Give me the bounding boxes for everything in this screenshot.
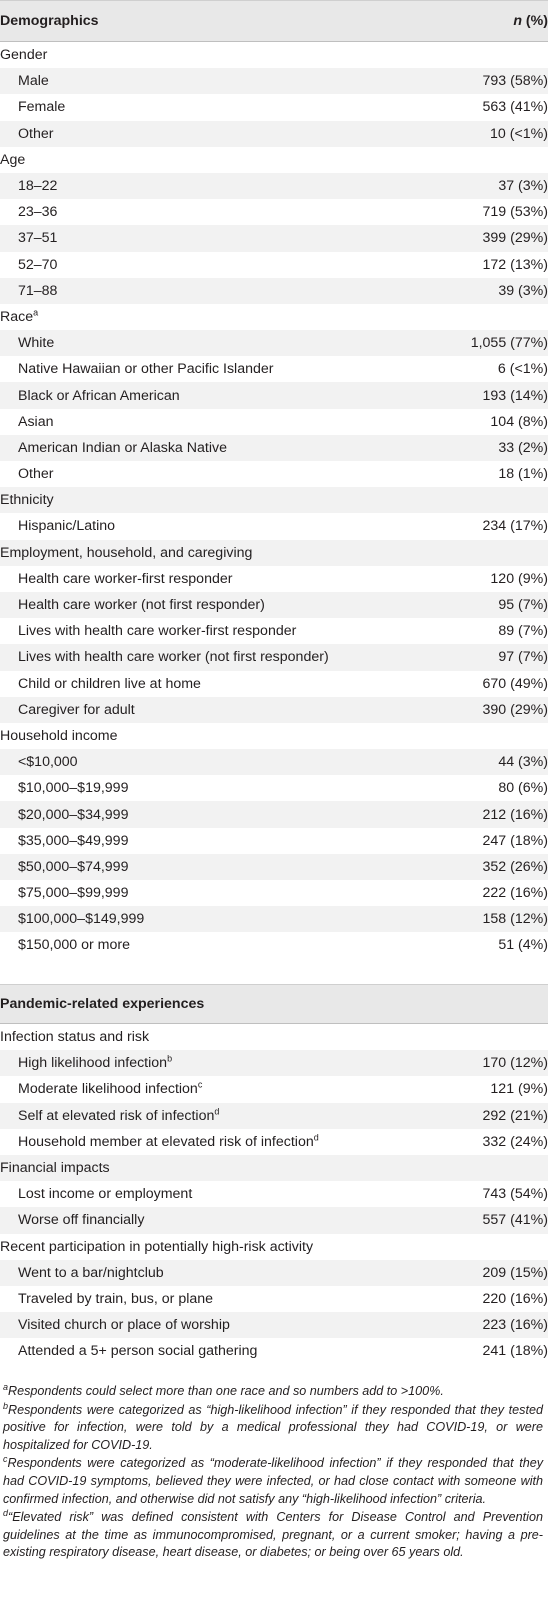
row-label bbox=[0, 356, 444, 382]
row-label-text: $75,000–$99,999 bbox=[18, 885, 129, 902]
table-row bbox=[0, 880, 548, 906]
row-label-text: $150,000 or more bbox=[18, 937, 130, 954]
row-label-text: Age bbox=[0, 151, 26, 168]
row-label bbox=[0, 697, 444, 723]
pandemic-table bbox=[0, 984, 548, 1364]
row-value bbox=[444, 540, 548, 566]
row-label-text: Health care worker-first responder bbox=[18, 570, 233, 587]
row-label-text: Self at elevated risk of infection bbox=[18, 1107, 215, 1124]
row-label bbox=[0, 1260, 455, 1286]
row-value: 172 (13%) bbox=[482, 256, 548, 273]
row-value: 18 (1%) bbox=[498, 466, 548, 483]
row-label-text: 18–22 bbox=[18, 178, 58, 195]
row-label-text: Attended a 5+ person social gathering bbox=[18, 1343, 258, 1360]
row-value: 352 (26%) bbox=[444, 854, 548, 880]
row-label bbox=[0, 461, 444, 487]
table-row bbox=[0, 409, 548, 435]
category-label bbox=[0, 1234, 455, 1260]
row-label-text: Worse off financially bbox=[18, 1212, 145, 1229]
row-label bbox=[0, 644, 444, 670]
pandemic-header-spacer bbox=[455, 985, 548, 1024]
table-row bbox=[0, 1103, 548, 1129]
row-value bbox=[444, 304, 548, 330]
row-label-text: Financial impacts bbox=[0, 1160, 110, 1177]
pandemic-body bbox=[0, 1024, 548, 1365]
table-footnotes bbox=[3, 1383, 543, 1563]
category-label bbox=[0, 1024, 455, 1051]
row-label bbox=[0, 592, 444, 618]
table-row bbox=[0, 435, 548, 461]
table-row bbox=[0, 356, 548, 382]
table-row bbox=[0, 513, 548, 539]
row-value: 193 (14%) bbox=[444, 382, 548, 408]
row-value: 33 (2%) bbox=[444, 435, 548, 461]
footnote-mark: d bbox=[3, 1507, 9, 1518]
row-value: 37 (3%) bbox=[444, 173, 548, 199]
category-label bbox=[0, 540, 444, 566]
pandemic-header-label: Pandemic-related experiences bbox=[0, 985, 455, 1024]
row-label bbox=[0, 94, 444, 120]
table-row bbox=[0, 382, 548, 408]
table-row bbox=[0, 1050, 548, 1076]
category-label bbox=[0, 487, 444, 513]
row-label-text: Asian bbox=[18, 413, 54, 430]
row-label bbox=[0, 1207, 455, 1233]
table-row bbox=[0, 1286, 548, 1312]
footnote bbox=[3, 1402, 543, 1455]
row-value: 44 (3%) bbox=[444, 749, 548, 775]
percent-header: (%) bbox=[521, 13, 548, 29]
row-value: 120 (9%) bbox=[490, 570, 548, 587]
row-value bbox=[444, 42, 548, 69]
row-value bbox=[444, 723, 548, 749]
row-value bbox=[455, 1155, 548, 1181]
row-label-text: 71–88 bbox=[18, 282, 58, 299]
row-value: 158 (12%) bbox=[444, 906, 548, 932]
row-label bbox=[0, 1103, 455, 1129]
table-row bbox=[0, 801, 548, 827]
category-row bbox=[0, 487, 548, 513]
row-label-text: Household income bbox=[0, 727, 118, 744]
category-row bbox=[0, 42, 548, 69]
row-label-text: American Indian or Alaska Native bbox=[18, 439, 227, 456]
table-row bbox=[0, 1207, 548, 1233]
table-row bbox=[0, 697, 548, 723]
row-value: 563 (41%) bbox=[482, 99, 548, 116]
row-label bbox=[0, 199, 444, 225]
row-label-text: Lives with health care worker (not first responder) bbox=[18, 649, 329, 666]
row-value: 247 (18%) bbox=[482, 832, 548, 849]
row-value: 719 (53%) bbox=[482, 204, 548, 221]
row-label bbox=[0, 1286, 455, 1312]
row-value: 80 (6%) bbox=[498, 780, 548, 797]
row-label bbox=[0, 278, 444, 304]
category-row bbox=[0, 147, 548, 173]
row-value: 743 (54%) bbox=[482, 1186, 548, 1203]
table-row bbox=[0, 618, 548, 644]
row-label-text: Gender bbox=[0, 47, 48, 64]
demographics-header-label: Demographics bbox=[0, 1, 444, 42]
row-value: 292 (21%) bbox=[455, 1103, 548, 1129]
category-label bbox=[0, 723, 444, 749]
row-label bbox=[0, 618, 444, 644]
row-label bbox=[0, 1050, 455, 1076]
category-row bbox=[0, 1234, 548, 1260]
row-label-text: Hispanic/Latino bbox=[18, 518, 116, 535]
footnote-text: Respondents were categorized as “moderate-likelihood infection” if they responded that they had COVID-19 symptoms, believed they were infected, or had close contact with someone with confirmed infection, and otherwise did not satisfy any “high-likelihood infection” criteria. bbox=[3, 1456, 543, 1506]
footnote-text: “Elevated risk” was defined consistent with Centers for Disease Control and Prevention guidelines at the time as immunocompromised, pregnant, or a current smoker; having a pre-existing respiratory disease, heart disease, or diabetes; or being over 65 years old. bbox=[3, 1510, 543, 1560]
row-value: 223 (16%) bbox=[455, 1312, 548, 1338]
footnote-marker: c bbox=[197, 1079, 203, 1090]
row-value: 39 (3%) bbox=[444, 278, 548, 304]
table-row bbox=[0, 461, 548, 487]
row-value: 241 (18%) bbox=[482, 1343, 548, 1360]
row-label-text: 52–70 bbox=[18, 256, 58, 273]
row-label bbox=[0, 1129, 455, 1155]
row-label-text: High likelihood infection bbox=[18, 1055, 168, 1072]
row-label-text: $10,000–$19,999 bbox=[18, 780, 129, 797]
row-label-text: 23–36 bbox=[18, 204, 58, 221]
row-value: 89 (7%) bbox=[498, 623, 548, 640]
table-row bbox=[0, 94, 548, 120]
row-value bbox=[444, 147, 548, 173]
table-row bbox=[0, 1338, 548, 1364]
table-row bbox=[0, 566, 548, 592]
table-row bbox=[0, 278, 548, 304]
row-label bbox=[0, 1312, 455, 1338]
category-row bbox=[0, 540, 548, 566]
row-label bbox=[0, 1076, 455, 1102]
row-value: 332 (24%) bbox=[482, 1133, 548, 1150]
table-row bbox=[0, 1076, 548, 1102]
row-value bbox=[455, 1234, 548, 1260]
table-row bbox=[0, 121, 548, 147]
row-label-text: Health care worker (not first responder) bbox=[18, 597, 265, 614]
row-value bbox=[444, 487, 548, 513]
row-label-text: Child or children live at home bbox=[18, 675, 201, 692]
row-label-text: Female bbox=[18, 99, 66, 116]
table-row bbox=[0, 1181, 548, 1207]
row-label bbox=[0, 1181, 455, 1207]
row-label-text: Visited church or place of worship bbox=[18, 1317, 230, 1334]
table-row bbox=[0, 1312, 548, 1338]
footnote-mark: c bbox=[3, 1454, 8, 1465]
row-label bbox=[0, 828, 444, 854]
footnote-mark: b bbox=[3, 1400, 9, 1411]
category-label bbox=[0, 304, 444, 330]
row-value: 399 (29%) bbox=[444, 225, 548, 251]
row-label bbox=[0, 225, 444, 251]
table-row bbox=[0, 199, 548, 225]
row-label bbox=[0, 68, 444, 94]
row-label bbox=[0, 880, 444, 906]
row-label-text: Native Hawaiian or other Pacific Islander bbox=[18, 361, 274, 378]
row-label-text: Traveled by train, bus, or plane bbox=[18, 1290, 214, 1307]
row-value: 121 (9%) bbox=[490, 1081, 548, 1098]
demographics-header-row bbox=[0, 1, 548, 42]
row-value: 390 (29%) bbox=[444, 697, 548, 723]
row-label bbox=[0, 749, 444, 775]
table-row bbox=[0, 775, 548, 801]
row-value: 793 (58%) bbox=[444, 68, 548, 94]
category-row bbox=[0, 723, 548, 749]
category-label bbox=[0, 147, 444, 173]
row-label bbox=[0, 801, 444, 827]
row-label bbox=[0, 382, 444, 408]
row-value: 212 (16%) bbox=[444, 801, 548, 827]
row-label-text: Recent participation in potentially high-risk activity bbox=[0, 1238, 314, 1255]
row-value: 222 (16%) bbox=[482, 885, 548, 902]
pandemic-header-row bbox=[0, 985, 548, 1024]
row-label-text: Lost income or employment bbox=[18, 1186, 193, 1203]
row-label-text: Ethnicity bbox=[0, 492, 54, 509]
footnote-marker: a bbox=[33, 307, 39, 318]
footnote-text: Respondents could select more than one race and so numbers add to >100%. bbox=[8, 1384, 444, 1398]
row-value: 10 (<1%) bbox=[444, 121, 548, 147]
category-row bbox=[0, 304, 548, 330]
table-row bbox=[0, 173, 548, 199]
table-row bbox=[0, 330, 548, 356]
row-label-text: Black or African American bbox=[18, 387, 180, 404]
row-value: 670 (49%) bbox=[482, 675, 548, 692]
table-row bbox=[0, 854, 548, 880]
n-header: n bbox=[513, 13, 522, 29]
row-value: 557 (41%) bbox=[455, 1207, 548, 1233]
row-label-text: <$10,000 bbox=[18, 754, 78, 771]
row-label-text: $50,000–$74,999 bbox=[18, 858, 129, 875]
row-label bbox=[0, 1338, 455, 1364]
row-label-text: $20,000–$34,999 bbox=[18, 806, 129, 823]
row-label-text: Went to a bar/nightclub bbox=[18, 1264, 164, 1281]
row-label-text: Race bbox=[0, 308, 34, 325]
row-label bbox=[0, 435, 444, 461]
row-value: 95 (7%) bbox=[444, 592, 548, 618]
row-label-text: $35,000–$49,999 bbox=[18, 832, 129, 849]
category-row bbox=[0, 1155, 548, 1181]
n-percent-header bbox=[444, 1, 548, 42]
row-label bbox=[0, 121, 444, 147]
row-value: 234 (17%) bbox=[482, 518, 548, 535]
row-value: 209 (15%) bbox=[455, 1260, 548, 1286]
row-label-text: Moderate likelihood infection bbox=[18, 1081, 198, 1098]
footnote-mark: a bbox=[3, 1381, 9, 1392]
row-value: 220 (16%) bbox=[482, 1290, 548, 1307]
row-label-text: Lives with health care worker-first responder bbox=[18, 623, 297, 640]
row-value: 1,055 (77%) bbox=[444, 330, 548, 356]
footnote bbox=[3, 1383, 543, 1401]
footnote-marker: d bbox=[214, 1105, 220, 1116]
row-label-text: 37–51 bbox=[18, 230, 58, 247]
table-row bbox=[0, 906, 548, 932]
row-label-text: Other bbox=[18, 125, 54, 142]
row-label-text: Infection status and risk bbox=[0, 1029, 150, 1046]
row-label bbox=[0, 513, 444, 539]
table-row bbox=[0, 1129, 548, 1155]
footnote bbox=[3, 1509, 543, 1562]
row-label bbox=[0, 775, 444, 801]
row-value bbox=[455, 1024, 548, 1051]
row-label bbox=[0, 409, 444, 435]
row-label-text: Male bbox=[18, 73, 49, 90]
table-row bbox=[0, 68, 548, 94]
row-label-text: Caregiver for adult bbox=[18, 701, 135, 718]
row-label-text: Employment, household, and caregiving bbox=[0, 544, 253, 561]
table-row bbox=[0, 1260, 548, 1286]
row-label-text: $100,000–$149,999 bbox=[18, 911, 145, 928]
row-value: 97 (7%) bbox=[444, 644, 548, 670]
row-value: 6 (<1%) bbox=[497, 361, 548, 378]
row-label-text: Other bbox=[18, 466, 54, 483]
footnote-marker: d bbox=[313, 1132, 319, 1143]
footnote-text: Respondents were categorized as “high-likelihood infection” if they responded that they tested positive for infection, were told by a medical professional they had COVID-19, or were hospitalized for COVID-19. bbox=[3, 1402, 543, 1452]
row-value: 51 (4%) bbox=[498, 937, 548, 954]
footnote bbox=[3, 1455, 543, 1508]
table-row bbox=[0, 592, 548, 618]
demographics-body bbox=[0, 42, 548, 959]
row-label bbox=[0, 906, 444, 932]
footnote-marker: b bbox=[167, 1053, 173, 1064]
row-value: 104 (8%) bbox=[490, 413, 548, 430]
table-row bbox=[0, 671, 548, 697]
table-row bbox=[0, 828, 548, 854]
row-label bbox=[0, 173, 444, 199]
table-row bbox=[0, 225, 548, 251]
row-label-text: White bbox=[18, 335, 55, 352]
category-label bbox=[0, 42, 444, 69]
row-label bbox=[0, 330, 444, 356]
row-label bbox=[0, 932, 444, 958]
table-row bbox=[0, 932, 548, 958]
row-label bbox=[0, 854, 444, 880]
row-label bbox=[0, 671, 444, 697]
row-value: 170 (12%) bbox=[455, 1050, 548, 1076]
table-row bbox=[0, 252, 548, 278]
row-label-text: Household member at elevated risk of infection bbox=[18, 1133, 314, 1150]
table-row bbox=[0, 644, 548, 670]
table-row bbox=[0, 749, 548, 775]
category-label bbox=[0, 1155, 455, 1181]
row-label bbox=[0, 252, 444, 278]
row-label bbox=[0, 566, 444, 592]
category-row bbox=[0, 1024, 548, 1051]
